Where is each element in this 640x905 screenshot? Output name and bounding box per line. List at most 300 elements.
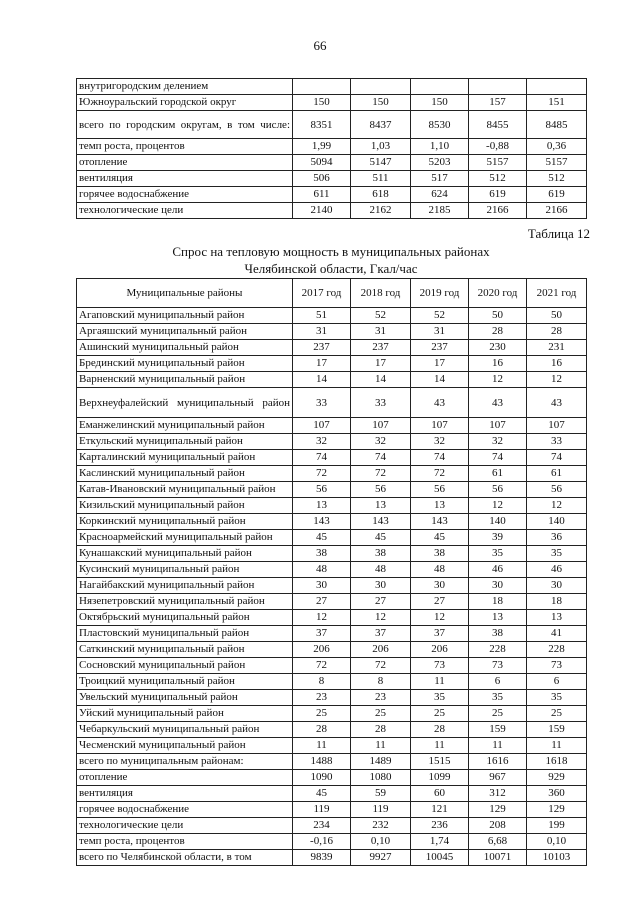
- row-value: 38: [411, 546, 469, 562]
- table-row: [77, 818, 587, 834]
- row-value: 16: [527, 356, 587, 372]
- row-value: 10045: [411, 850, 469, 866]
- row-value: 517: [411, 171, 469, 187]
- table-row: [77, 356, 587, 372]
- row-value: 6: [469, 674, 527, 690]
- row-value: 5157: [527, 155, 587, 171]
- row-label: отопление: [77, 155, 293, 171]
- row-value: 206: [351, 642, 411, 658]
- row-value: 119: [293, 802, 351, 818]
- row-value: 11: [293, 738, 351, 754]
- table-row: [77, 594, 587, 610]
- header-year: 2019 год: [411, 279, 469, 308]
- row-value: 38: [469, 626, 527, 642]
- row-value: 45: [351, 530, 411, 546]
- row-value: [527, 79, 587, 95]
- row-value: 37: [351, 626, 411, 642]
- row-label: горячее водоснабжение: [77, 802, 293, 818]
- row-value: 35: [469, 546, 527, 562]
- row-value: 41: [527, 626, 587, 642]
- row-value: 48: [411, 562, 469, 578]
- row-value: 28: [351, 722, 411, 738]
- row-value: 1090: [293, 770, 351, 786]
- row-value: 929: [527, 770, 587, 786]
- row-label: Нагайбакский муниципальный район: [77, 578, 293, 594]
- row-value: 33: [351, 388, 411, 418]
- row-value: 27: [351, 594, 411, 610]
- row-value: 51: [293, 308, 351, 324]
- row-value: 31: [293, 324, 351, 340]
- row-value: 45: [293, 786, 351, 802]
- row-value: 13: [293, 498, 351, 514]
- row-value: 72: [351, 658, 411, 674]
- table-row: [77, 578, 587, 594]
- row-value: 39: [469, 530, 527, 546]
- row-value: 73: [527, 658, 587, 674]
- row-value: 59: [351, 786, 411, 802]
- row-value: 46: [469, 562, 527, 578]
- row-value: 151: [527, 95, 587, 111]
- row-value: 11: [527, 738, 587, 754]
- row-value: 107: [293, 418, 351, 434]
- row-value: 618: [351, 187, 411, 203]
- row-value: 1,99: [293, 139, 351, 155]
- row-value: 27: [293, 594, 351, 610]
- table-row: [77, 324, 587, 340]
- row-value: 25: [351, 706, 411, 722]
- row-value: 73: [469, 658, 527, 674]
- row-value: [293, 79, 351, 95]
- row-value: 13: [411, 498, 469, 514]
- row-value: 27: [411, 594, 469, 610]
- table-title: [76, 243, 586, 277]
- row-value: 43: [469, 388, 527, 418]
- row-value: 30: [293, 578, 351, 594]
- row-value: 107: [527, 418, 587, 434]
- municipal-districts-table: [76, 278, 587, 866]
- row-value: 13: [351, 498, 411, 514]
- row-value: 46: [527, 562, 587, 578]
- table-row: [77, 546, 587, 562]
- row-value: 52: [411, 308, 469, 324]
- row-value: 28: [293, 722, 351, 738]
- row-value: 0,10: [527, 834, 587, 850]
- row-value: 159: [527, 722, 587, 738]
- row-value: 312: [469, 786, 527, 802]
- row-value: 45: [411, 530, 469, 546]
- row-value: 25: [293, 706, 351, 722]
- row-value: 52: [351, 308, 411, 324]
- row-value: 512: [469, 171, 527, 187]
- row-label: Варненский муниципальный район: [77, 372, 293, 388]
- row-value: 0,36: [527, 139, 587, 155]
- row-label: Южноуральский городской округ: [77, 95, 293, 111]
- table-row: [77, 514, 587, 530]
- table-row: [77, 155, 587, 171]
- table-row: [77, 626, 587, 642]
- row-value: 74: [411, 450, 469, 466]
- row-label: Саткинский муниципальный район: [77, 642, 293, 658]
- row-value: 1,03: [351, 139, 411, 155]
- row-value: 157: [469, 95, 527, 111]
- row-value: 35: [527, 690, 587, 706]
- header-year: 2017 год: [293, 279, 351, 308]
- row-value: 37: [293, 626, 351, 642]
- table-row: [77, 706, 587, 722]
- district-totals-table: [76, 78, 587, 219]
- row-value: 56: [411, 482, 469, 498]
- row-value: 2166: [469, 203, 527, 219]
- row-value: 72: [293, 466, 351, 482]
- table-row: [77, 674, 587, 690]
- row-value: 1099: [411, 770, 469, 786]
- table-row: [77, 450, 587, 466]
- row-value: 25: [527, 706, 587, 722]
- row-value: 121: [411, 802, 469, 818]
- row-value: 11: [351, 738, 411, 754]
- row-value: 73: [411, 658, 469, 674]
- row-label: технологические цели: [77, 203, 293, 219]
- row-value: 1616: [469, 754, 527, 770]
- row-value: 74: [351, 450, 411, 466]
- table-row: [77, 466, 587, 482]
- row-value: 1488: [293, 754, 351, 770]
- row-value: 13: [527, 610, 587, 626]
- row-value: 45: [293, 530, 351, 546]
- table-row: [77, 95, 587, 111]
- row-value: 33: [293, 388, 351, 418]
- row-value: 237: [293, 340, 351, 356]
- row-label: Октябрьский муниципальный район: [77, 610, 293, 626]
- row-value: 56: [469, 482, 527, 498]
- row-value: 2140: [293, 203, 351, 219]
- table-title-line-1: Спрос на тепловую мощность в муниципальных районах: [172, 244, 490, 259]
- row-value: 35: [411, 690, 469, 706]
- row-value: 32: [293, 434, 351, 450]
- row-value: 150: [351, 95, 411, 111]
- header-year: 2020 год: [469, 279, 527, 308]
- row-value: 8530: [411, 111, 469, 139]
- row-label: Пластовский муниципальный район: [77, 626, 293, 642]
- row-value: 60: [411, 786, 469, 802]
- row-label: Нязепетровский муниципальный район: [77, 594, 293, 610]
- table-row: [77, 171, 587, 187]
- row-value: 12: [527, 498, 587, 514]
- row-value: 611: [293, 187, 351, 203]
- row-value: 107: [469, 418, 527, 434]
- row-value: 10103: [527, 850, 587, 866]
- row-value: 129: [469, 802, 527, 818]
- row-label: Коркинский муниципальный район: [77, 514, 293, 530]
- row-value: 506: [293, 171, 351, 187]
- row-value: 1618: [527, 754, 587, 770]
- table-row: [77, 340, 587, 356]
- row-value: 25: [411, 706, 469, 722]
- table-row: [77, 690, 587, 706]
- table-row: [77, 482, 587, 498]
- row-value: [351, 79, 411, 95]
- row-value: 11: [411, 738, 469, 754]
- row-value: 38: [293, 546, 351, 562]
- row-label: вентиляция: [77, 171, 293, 187]
- row-value: 512: [527, 171, 587, 187]
- row-value: 1080: [351, 770, 411, 786]
- row-label: темп роста, процентов: [77, 139, 293, 155]
- page-number: 66: [313, 38, 327, 53]
- row-value: 1,74: [411, 834, 469, 850]
- row-value: 206: [293, 642, 351, 658]
- row-value: 56: [527, 482, 587, 498]
- row-value: 25: [469, 706, 527, 722]
- row-value: 9839: [293, 850, 351, 866]
- row-value: 8455: [469, 111, 527, 139]
- row-value: 30: [469, 578, 527, 594]
- row-value: -0,88: [469, 139, 527, 155]
- row-value: 2166: [527, 203, 587, 219]
- row-label: отопление: [77, 770, 293, 786]
- row-value: 14: [293, 372, 351, 388]
- row-value: 140: [469, 514, 527, 530]
- table-row: [77, 308, 587, 324]
- row-value: 12: [527, 372, 587, 388]
- row-value: 1515: [411, 754, 469, 770]
- row-value: 2185: [411, 203, 469, 219]
- row-value: 30: [527, 578, 587, 594]
- row-value: 56: [293, 482, 351, 498]
- row-value: 23: [293, 690, 351, 706]
- row-value: 2162: [351, 203, 411, 219]
- row-value: 31: [351, 324, 411, 340]
- row-value: 35: [469, 690, 527, 706]
- row-value: 72: [411, 466, 469, 482]
- row-value: 50: [469, 308, 527, 324]
- row-value: 143: [411, 514, 469, 530]
- row-label: Уйский муниципальный район: [77, 706, 293, 722]
- table-row: [77, 834, 587, 850]
- row-value: 23: [351, 690, 411, 706]
- row-value: -0,16: [293, 834, 351, 850]
- row-value: 17: [411, 356, 469, 372]
- table-label: Таблица 12: [527, 226, 590, 241]
- row-value: 35: [527, 546, 587, 562]
- row-value: 14: [411, 372, 469, 388]
- row-value: 237: [411, 340, 469, 356]
- row-value: 38: [351, 546, 411, 562]
- row-value: 6: [527, 674, 587, 690]
- row-value: 9927: [351, 850, 411, 866]
- row-value: 37: [411, 626, 469, 642]
- row-label: Аргаяшский муниципальный район: [77, 324, 293, 340]
- row-value: 18: [469, 594, 527, 610]
- row-label: вентиляция: [77, 786, 293, 802]
- table-row: [77, 658, 587, 674]
- row-label: Карталинский муниципальный район: [77, 450, 293, 466]
- row-value: 107: [351, 418, 411, 434]
- row-value: 74: [469, 450, 527, 466]
- row-value: 5203: [411, 155, 469, 171]
- row-label: Каслинский муниципальный район: [77, 466, 293, 482]
- row-value: 232: [351, 818, 411, 834]
- row-value: 6,68: [469, 834, 527, 850]
- table-row: [77, 111, 587, 139]
- row-value: 143: [293, 514, 351, 530]
- row-value: 32: [469, 434, 527, 450]
- row-value: 967: [469, 770, 527, 786]
- row-value: 5094: [293, 155, 351, 171]
- row-label: Чесменский муниципальный район: [77, 738, 293, 754]
- row-value: 18: [527, 594, 587, 610]
- row-label: Увельский муниципальный район: [77, 690, 293, 706]
- row-label: Кусинский муниципальный район: [77, 562, 293, 578]
- row-value: 231: [527, 340, 587, 356]
- row-label: Агаповский муниципальный район: [77, 308, 293, 324]
- row-value: 228: [469, 642, 527, 658]
- row-value: 48: [293, 562, 351, 578]
- table-row: [77, 388, 587, 418]
- table-row: [77, 754, 587, 770]
- table-row: [77, 187, 587, 203]
- table-row: [77, 372, 587, 388]
- row-value: 511: [351, 171, 411, 187]
- row-value: 624: [411, 187, 469, 203]
- row-value: 119: [351, 802, 411, 818]
- row-value: 12: [469, 372, 527, 388]
- row-value: 74: [527, 450, 587, 466]
- row-value: 61: [469, 466, 527, 482]
- row-value: 619: [469, 187, 527, 203]
- row-value: 5157: [469, 155, 527, 171]
- row-value: 32: [351, 434, 411, 450]
- row-label: всего по муниципальным районам:: [77, 754, 293, 770]
- row-value: 11: [411, 674, 469, 690]
- table-row: [77, 139, 587, 155]
- table-row: [77, 738, 587, 754]
- table-row: [77, 610, 587, 626]
- row-value: 230: [469, 340, 527, 356]
- table-row: [77, 850, 587, 866]
- row-label: Еманжелинский муниципальный район: [77, 418, 293, 434]
- header-row: [77, 279, 587, 308]
- row-value: 208: [469, 818, 527, 834]
- row-label: горячее водоснабжение: [77, 187, 293, 203]
- row-value: 107: [411, 418, 469, 434]
- row-label: Сосновский муниципальный район: [77, 658, 293, 674]
- row-label: всего по городским округам, в том числе:: [77, 111, 293, 139]
- row-value: 8437: [351, 111, 411, 139]
- row-label: технологические цели: [77, 818, 293, 834]
- row-value: 32: [411, 434, 469, 450]
- row-value: 8: [351, 674, 411, 690]
- row-value: 150: [293, 95, 351, 111]
- row-label: Брединский муниципальный район: [77, 356, 293, 372]
- row-value: 17: [351, 356, 411, 372]
- row-value: 28: [469, 324, 527, 340]
- row-label: Еткульский муниципальный район: [77, 434, 293, 450]
- row-value: 36: [527, 530, 587, 546]
- row-value: 30: [351, 578, 411, 594]
- row-value: 8351: [293, 111, 351, 139]
- row-value: 48: [351, 562, 411, 578]
- header-year: 2018 год: [351, 279, 411, 308]
- table-row: [77, 722, 587, 738]
- table-row: [77, 802, 587, 818]
- row-value: 12: [411, 610, 469, 626]
- row-label: внутригородским делением: [77, 79, 293, 95]
- row-value: 56: [351, 482, 411, 498]
- table-title-line-2: Челябинской области, Гкал/час: [244, 261, 418, 276]
- table-row: [77, 79, 587, 95]
- row-value: 50: [527, 308, 587, 324]
- row-value: 1489: [351, 754, 411, 770]
- row-label: Троицкий муниципальный район: [77, 674, 293, 690]
- table-row: [77, 642, 587, 658]
- row-value: [469, 79, 527, 95]
- row-value: 16: [469, 356, 527, 372]
- row-value: 43: [411, 388, 469, 418]
- row-value: 237: [351, 340, 411, 356]
- row-value: 28: [527, 324, 587, 340]
- row-value: 8: [293, 674, 351, 690]
- row-value: 8485: [527, 111, 587, 139]
- row-value: 0,10: [351, 834, 411, 850]
- row-value: 143: [351, 514, 411, 530]
- row-value: 17: [293, 356, 351, 372]
- row-value: 12: [469, 498, 527, 514]
- table-row: [77, 418, 587, 434]
- row-value: 129: [527, 802, 587, 818]
- row-label: Верхнеуфалейский муниципальный район: [77, 388, 293, 418]
- row-value: 206: [411, 642, 469, 658]
- row-value: 43: [527, 388, 587, 418]
- row-value: 33: [527, 434, 587, 450]
- table-row: [77, 530, 587, 546]
- row-label: Катав-Ивановский муниципальный район: [77, 482, 293, 498]
- table-row: [77, 434, 587, 450]
- row-value: 30: [411, 578, 469, 594]
- row-value: 236: [411, 818, 469, 834]
- table-row: [77, 770, 587, 786]
- row-value: 360: [527, 786, 587, 802]
- row-value: 234: [293, 818, 351, 834]
- row-value: 10071: [469, 850, 527, 866]
- row-label: Кизильский муниципальный район: [77, 498, 293, 514]
- table-row: [77, 498, 587, 514]
- row-label: темп роста, процентов: [77, 834, 293, 850]
- row-value: 12: [351, 610, 411, 626]
- row-value: 14: [351, 372, 411, 388]
- row-value: 13: [469, 610, 527, 626]
- row-value: [411, 79, 469, 95]
- row-value: 12: [293, 610, 351, 626]
- row-value: 72: [351, 466, 411, 482]
- row-value: 61: [527, 466, 587, 482]
- row-value: 159: [469, 722, 527, 738]
- row-value: 1,10: [411, 139, 469, 155]
- row-value: 31: [411, 324, 469, 340]
- table-row: [77, 786, 587, 802]
- row-value: 11: [469, 738, 527, 754]
- header-districts: Муниципальные районы: [77, 279, 293, 308]
- row-label: Красноармейский муниципальный район: [77, 530, 293, 546]
- row-value: 619: [527, 187, 587, 203]
- row-label: Кунашакский муниципальный район: [77, 546, 293, 562]
- row-value: 74: [293, 450, 351, 466]
- row-label: Ашинский муниципальный район: [77, 340, 293, 356]
- row-value: 199: [527, 818, 587, 834]
- table-row: [77, 203, 587, 219]
- row-value: 150: [411, 95, 469, 111]
- row-value: 140: [527, 514, 587, 530]
